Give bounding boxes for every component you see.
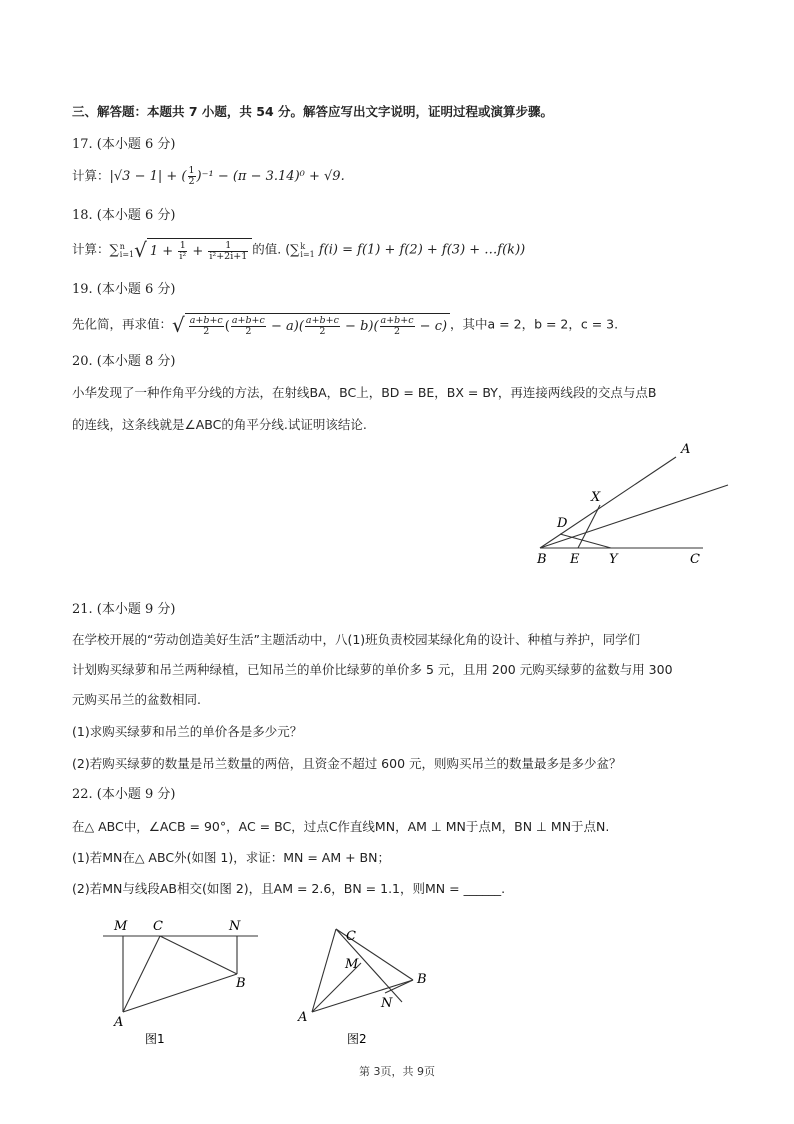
fig1-label-a: A: [114, 1015, 124, 1030]
q18-head: 18. (本小题 6 分): [72, 208, 176, 223]
figure-1: [103, 936, 258, 1012]
q22-part1: (1)若MN在△ ABC外(如图 1)，求证：MN = AM + BN；: [72, 850, 390, 865]
q22-line1: 在△ ABC中，∠ACB = 90°，AC = BC，过点C作直线MN，AM ⊥ MN于点M，BN ⊥ MN于点N.: [72, 819, 610, 834]
q22-part2: (2)若MN与线段AB相交(如图 2)，且AM = 2.6，BN = 1.1，则MN = ______.: [72, 881, 506, 896]
figure-2: [312, 929, 413, 1012]
fig1-label-c: C: [153, 919, 163, 934]
fig2-label-a: A: [298, 1010, 308, 1025]
q21-head: 21. (本小题 9 分): [72, 602, 176, 617]
q17-expr2: )⁻¹ − (π − 3.14)⁰ + √9.: [196, 169, 345, 184]
q17-half: $\frac{1}{2}$: [188, 165, 195, 187]
fig2-label-c: C: [346, 929, 356, 944]
page-footer: 第 3页，共 9页: [359, 1065, 435, 1078]
fig2-caption: 图2: [347, 1032, 367, 1046]
fig2-label-b: B: [417, 972, 427, 987]
q19-expression: 先化简，再求值：√ $\frac{a+b+c}{2}$ ( $\frac{a+b+c}{2}$ − a)( $\frac{a+b+c}{2}$ − b)( $\frac{a+b+c}{2}$ − c) ，其中a = 2，b = 2，c = 3.: [72, 313, 619, 337]
label-x: X: [591, 490, 601, 505]
label-y: Y: [609, 552, 618, 567]
q17-prefix: 计算：: [72, 168, 110, 183]
q18-prefix: 计算：: [72, 241, 110, 257]
fig1-label-m: M: [114, 919, 128, 934]
q20-line1: 小华发现了一种作角平分线的方法，在射线BA，BC上，BD = BE，BX = BY，再连接两线段的交点与点B: [72, 385, 657, 400]
q18-radicand: 1 + $\frac{1}{\text{i²}}$ + $\frac{1}{\text{i²+2i+1}}$: [147, 238, 252, 262]
fig1-label-n: N: [229, 919, 241, 934]
label-b: B: [537, 552, 547, 567]
q18-expression: 计算：∑ n i=1 √ 1 + $\frac{1}{\text{i²}}$ + $\frac{1}{\text{i²+2i+1}}$ 的值. (∑ k i=1 f(i) = f(1) + f(2) + f(3) + …f(k)): [72, 238, 526, 262]
q19-head: 19. (本小题 6 分): [72, 282, 176, 297]
q18-sum-symbol: ∑ n i=1: [109, 241, 135, 259]
q21-line1: 在学校开展的“劳动创造美好生活”主题活动中，八(1)班负责校园某绿化角的设计、种植与养护，同学们: [72, 632, 641, 647]
fig2-label-m: M: [345, 957, 359, 972]
q18-sum-symbol-2: ∑ k i=1: [290, 241, 315, 259]
q17-head: 17. (本小题 6 分): [72, 137, 176, 152]
q18-tail: f(i) = f(1) + f(2) + f(3) + …f(k)): [314, 242, 526, 258]
q19-prefix: 先化简，再求值：: [72, 316, 173, 332]
q19-radicand: $\frac{a+b+c}{2}$ ( $\frac{a+b+c}{2}$ − a)( $\frac{a+b+c}{2}$ − b)( $\frac{a+b+c}{2}$ − c): [185, 313, 450, 337]
label-a: A: [681, 442, 691, 457]
q20-head: 20. (本小题 8 分): [72, 354, 176, 369]
q20-line2: 的连线，这条线就是∠ABC的角平分线.试证明该结论.: [72, 417, 367, 432]
label-c: C: [690, 552, 700, 567]
q17-expr1: |√3 − 1| + (: [109, 169, 187, 184]
q18-after: 的值. (: [252, 241, 291, 257]
section-header: 三、解答题：本题共 7 小题，共 54 分。解答应写出文字说明，证明过程或演算步骤。: [72, 104, 554, 119]
fig2-label-n: N: [381, 996, 393, 1011]
q21-line3: 元购买吊兰的盆数相同.: [72, 692, 201, 707]
label-d: D: [557, 516, 568, 531]
q21-part2: (2)若购买绿萝的数量是吊兰数量的两倍，且资金不超过 600 元，则购买吊兰的数量最多是多少盆？: [72, 756, 622, 771]
label-e: E: [570, 552, 580, 567]
fig1-caption: 图1: [145, 1032, 165, 1046]
q22-head: 22. (本小题 9 分): [72, 787, 176, 802]
q21-line2: 计划购买绿萝和吊兰两种绿植，已知吊兰的单价比绿萝的单价多 5 元，且用 200 元购买绿萝的盆数与用 300: [72, 662, 673, 677]
q19-tail: ，其中a = 2，b = 2，c = 3.: [450, 316, 619, 332]
fig1-label-b: B: [236, 976, 246, 991]
q21-part1: (1)求购买绿萝和吊兰的单价各是多少元？: [72, 724, 303, 739]
